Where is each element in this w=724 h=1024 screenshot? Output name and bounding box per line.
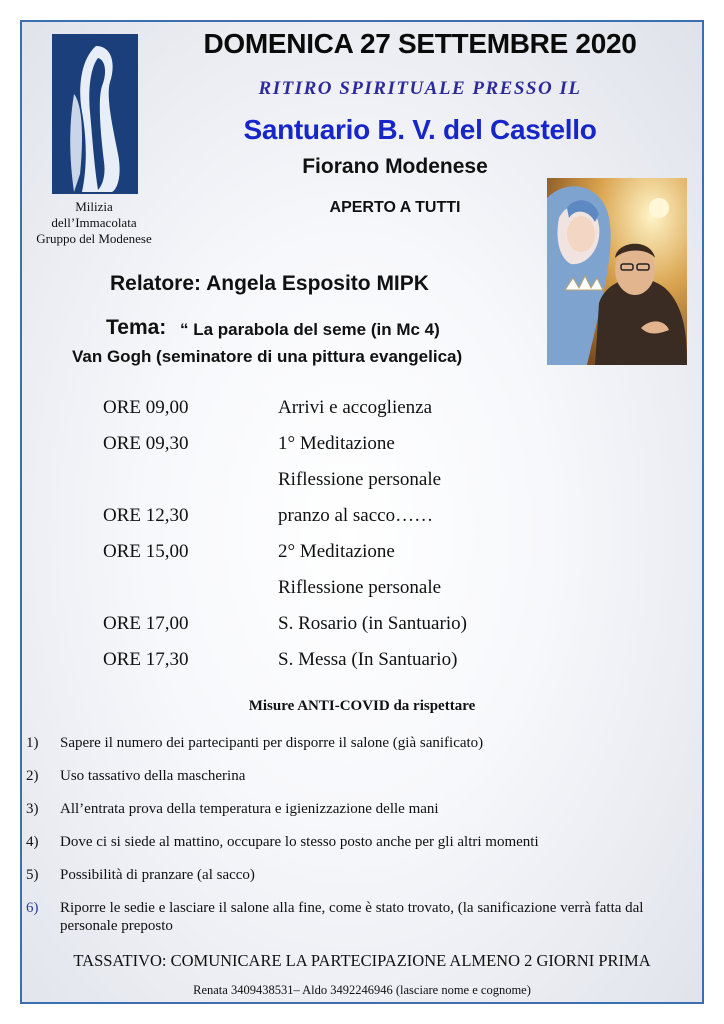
logo-caption-line: Gruppo del Modenese: [36, 231, 152, 246]
item-text: Uso tassativo della mascherina: [60, 768, 246, 784]
logo-caption-line: dell’Immacolata: [51, 215, 137, 230]
item-text: All’entrata prova della temperatura e igienizzazione delle mani: [60, 801, 439, 817]
town-name: Fiorano Modenese: [302, 155, 488, 178]
list-item: [26, 833, 696, 851]
logo-caption-line: Milizia: [75, 199, 113, 214]
measures-title: Misure ANTI-COVID da rispettare: [248, 698, 476, 714]
schedule-row: [103, 573, 603, 609]
measures-list: [26, 734, 696, 950]
speaker: Relatore: Angela Esposito MIPK: [110, 272, 429, 295]
item-text: Possibilità di pranzare (al sacco): [60, 867, 255, 883]
item-text: Dove ci si siede al mattino, occupare lo stesso posto anche per gli altri momenti: [60, 834, 539, 850]
theme-label: Tema:: [106, 316, 167, 339]
item-number: 6): [26, 900, 39, 916]
contacts: Renata 3409438531– Aldo 3492246946 (lasciare nome e cognome): [193, 983, 531, 997]
item-number: 1): [26, 735, 39, 751]
schedule-row: [103, 393, 603, 429]
schedule-activity: 2° Meditazione: [278, 541, 395, 562]
sanctuary-name: Santuario B. V. del Castello: [243, 114, 597, 145]
schedule-row: [103, 645, 603, 681]
schedule-time: ORE 17,00: [103, 613, 189, 634]
schedule-time: ORE 17,30: [103, 649, 189, 670]
schedule-activity: 1° Meditazione: [278, 433, 395, 454]
schedule-row: [103, 501, 603, 537]
list-item: [26, 734, 696, 752]
religious-painting: [547, 178, 687, 365]
theme-line-1: “ La parabola del seme (in Mc 4): [180, 320, 440, 339]
logo-caption: [34, 199, 154, 247]
schedule-activity: Arrivi e accoglienza: [278, 397, 433, 418]
item-text: Riporre le sedie e lasciare il salone alla fine, come è stato trovato, (la sanificazione verrà fatta dal personale preposto: [60, 900, 644, 934]
list-item: [26, 800, 696, 818]
schedule-activity: Riflessione personale: [278, 577, 442, 598]
retreat-subtitle: RITIRO SPIRITUALE PRESSO IL: [258, 78, 582, 99]
schedule-row: [103, 609, 603, 645]
schedule-time: ORE 09,00: [103, 397, 189, 418]
schedule-row: [103, 429, 603, 465]
schedule-row: [103, 537, 603, 573]
list-item: [26, 899, 696, 935]
schedule-time: ORE 12,30: [103, 505, 189, 526]
item-text: Sapere il numero dei partecipanti per disporre il salone (già sanificato): [60, 735, 484, 751]
participation-notice: TASSATIVO: COMUNICARE LA PARTECIPAZIONE ALMENO 2 GIORNI PRIMA: [73, 951, 651, 970]
list-item: [26, 866, 696, 884]
list-item: [26, 767, 696, 785]
item-number: 2): [26, 768, 39, 784]
item-number: 4): [26, 834, 39, 850]
schedule-activity: Riflessione personale: [278, 469, 442, 490]
schedule-activity: S. Rosario (in Santuario): [278, 613, 467, 634]
schedule-row: [103, 465, 603, 501]
milizia-logo: [52, 34, 138, 194]
event-date-title: DOMENICA 27 SETTEMBRE 2020: [203, 28, 637, 59]
item-number: 3): [26, 801, 39, 817]
schedule-activity: pranzo al sacco……: [278, 505, 434, 526]
item-number: 5): [26, 867, 39, 883]
theme-line-2: Van Gogh (seminatore di una pittura evangelica): [72, 347, 463, 366]
schedule-table: [103, 393, 603, 681]
schedule-time: ORE 09,30: [103, 433, 189, 454]
schedule-time: ORE 15,00: [103, 541, 189, 562]
schedule-activity: S. Messa (In Santuario): [278, 649, 458, 670]
open-to-all: APERTO A TUTTI: [329, 199, 461, 216]
